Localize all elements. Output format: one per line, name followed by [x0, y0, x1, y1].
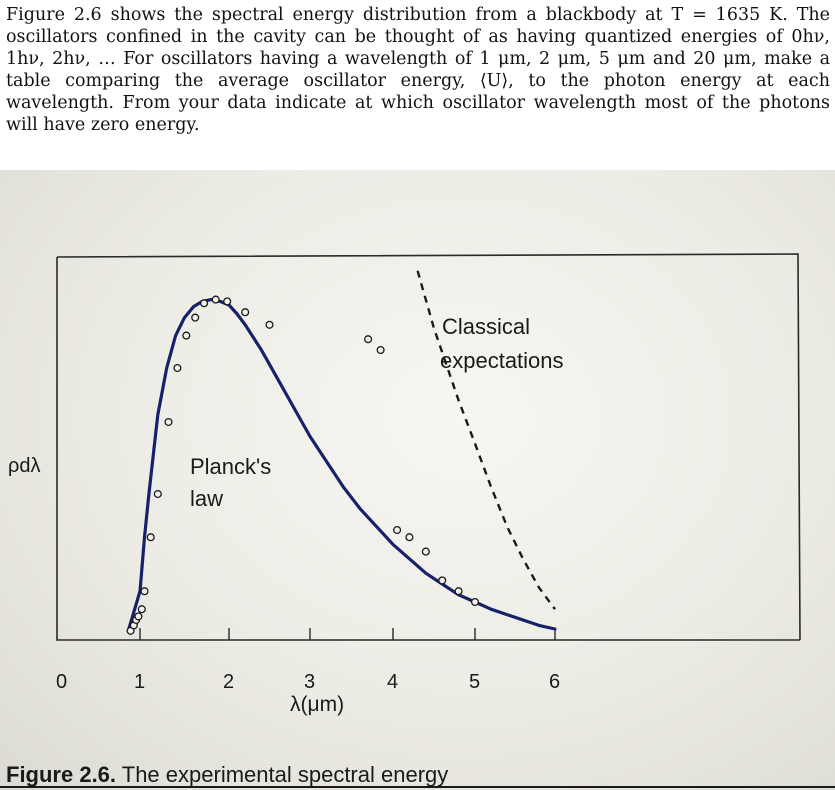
data-point — [135, 613, 142, 620]
x-tick-label-4: 4 — [387, 671, 399, 693]
data-point — [154, 491, 161, 498]
data-point — [377, 347, 384, 354]
data-point — [242, 309, 249, 316]
y-axis-label: ρdλ — [8, 455, 41, 477]
planck-label-line2: law — [190, 486, 224, 511]
data-point — [183, 332, 190, 339]
textbook-photo — [0, 170, 835, 790]
planck-label-line1: Planck's — [190, 454, 272, 479]
x-tick-label-2: 2 — [223, 671, 235, 693]
data-point — [422, 548, 429, 555]
x-ticks — [140, 628, 555, 640]
data-point — [224, 298, 231, 305]
x-tick-label-1: 1 — [134, 671, 146, 693]
data-point — [192, 314, 199, 321]
x-tick-label-5: 5 — [469, 671, 481, 693]
data-point — [266, 321, 273, 328]
data-point — [147, 534, 154, 541]
figure-caption — [6, 762, 448, 787]
spectral-figure — [0, 170, 835, 790]
data-point — [138, 606, 145, 613]
classical-label-line2: expectations — [440, 348, 564, 373]
data-point — [174, 365, 181, 372]
data-point — [212, 296, 219, 303]
x-tick-labels — [56, 671, 560, 693]
data-point — [439, 577, 446, 584]
data-point — [141, 588, 148, 595]
x-tick-label-6: 6 — [549, 671, 561, 693]
x-tick-label-3: 3 — [304, 671, 316, 693]
classical-label-line1: Classical — [442, 314, 531, 339]
x-axis-label: λ(μm) — [290, 693, 345, 716]
data-point — [201, 300, 208, 307]
data-point — [365, 336, 372, 343]
data-point — [406, 534, 413, 541]
data-point — [165, 419, 172, 426]
x-tick-label-0: 0 — [56, 671, 68, 693]
problem-text: Figure 2.6 shows the spectral energy distribution from a blackbody at T = 1635 K. The oscillators confined in the cavity can be thought of as having quantized energies of 0hν, 1hν, 2hν, … For oscillators having a wavelength of 1 μm, 2 μm, 5 μm and 20 μm, make a table comparing the average oscillator energy, ⟨U⟩, to the photon energy at each wavelength. From your data indicate at which oscillator wavelength most of the photons will have zero energy. — [6, 5, 830, 135]
data-point — [472, 599, 479, 606]
experimental-points — [127, 296, 478, 634]
data-point — [455, 588, 462, 595]
problem-statement — [6, 4, 830, 136]
caption-text: The experimental spectral energy — [116, 762, 449, 787]
data-point — [394, 527, 401, 534]
caption-label: Figure 2.6. — [6, 762, 117, 787]
planck-label — [190, 454, 277, 511]
